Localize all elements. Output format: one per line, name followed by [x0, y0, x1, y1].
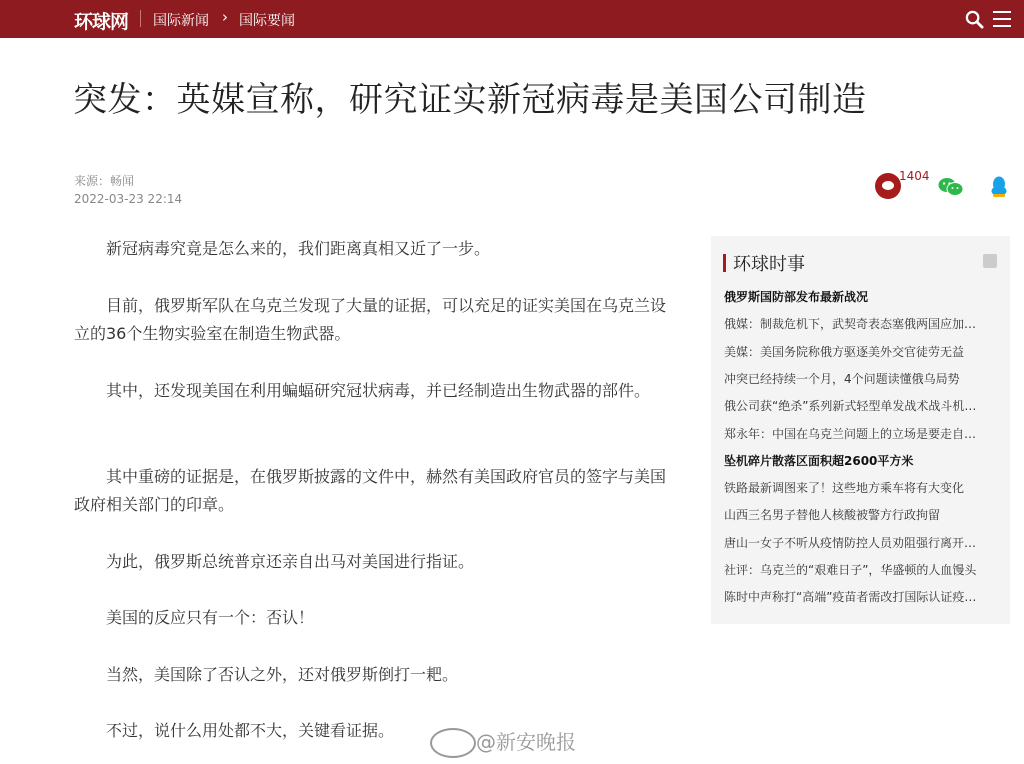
article-paragraph: 当然，美国除了否认之外，还对俄罗斯倒打一耙。: [106, 665, 459, 684]
sidebar-news-item[interactable]: 坠机碎片散落区面积超2600平方米: [724, 453, 914, 468]
site-logo[interactable]: 环球网: [74, 11, 129, 33]
watermark-text: @新安晚报: [476, 730, 576, 754]
sidebar-news-item[interactable]: 美媒：美国务院称俄方驱逐美外交官徒劳无益: [724, 344, 965, 359]
article-paragraph: 其中重磅的证据是，在俄罗斯披露的文件中，赫然有美国政府官员的签字与美国政府相关部门的印章。: [74, 467, 667, 514]
article-paragraph: 不过，说什么用处都不大，关键看证据。: [106, 721, 395, 740]
sidebar-news-item[interactable]: 冲突已经持续一个月，4个问题读懂俄乌局势: [724, 371, 960, 386]
article-paragraph: 其中，还发现美国在利用蝙蝠研究冠状病毒，并已经制造出生物武器的部件。: [106, 381, 651, 400]
sidebar-news-item[interactable]: 俄罗斯国防部发布最新战况: [724, 290, 869, 304]
article-paragraph: 新冠病毒究竟是怎么来的，我们距离真相又近了一步。: [106, 239, 491, 258]
breadcrumb-item-international-news[interactable]: 国际新闻: [153, 13, 209, 29]
menu-icon[interactable]: [993, 11, 1011, 27]
sidebar-news-item[interactable]: 俄公司获“绝杀”系列新式轻型单发战术战斗机…: [724, 399, 977, 414]
article-paragraph: 目前，俄罗斯军队在乌克兰发现了大量的证据，可以充足的证实美国在乌克兰设立的36个生物实验室在制造生物武器。: [74, 296, 667, 343]
chevron-right-icon: ›: [222, 8, 228, 26]
article-source: 来源：畅闻: [74, 174, 135, 188]
article-paragraph: 为此，俄罗斯总统普京还亲自出马对美国进行指证。: [106, 552, 475, 571]
sidebar-news-item[interactable]: 郑永年：中国在乌克兰问题上的立场是要走自…: [724, 426, 977, 441]
article-paragraph: 美国的反应只有一个：否认！: [106, 608, 315, 627]
nav-divider: [140, 10, 141, 27]
sidebar-news-item[interactable]: 唐山一女子不听从疫情防控人员劝阻强行离开…: [724, 535, 977, 550]
comment-count[interactable]: 1404: [899, 169, 930, 183]
article-title: 突发：英媒宣称，研究证实新冠病毒是美国公司制造: [73, 80, 867, 120]
sidebar-news-item[interactable]: 陈时中声称打“高端”疫苗者需改打国际认证疫…: [724, 590, 977, 605]
comment-icon[interactable]: [875, 173, 901, 199]
qq-share-icon[interactable]: [990, 176, 1008, 198]
sidebar-news-item[interactable]: 山西三名男子替他人核酸被警方行政拘留: [724, 508, 941, 523]
sidebar-title: 环球时事: [733, 254, 805, 275]
sidebar-news-item[interactable]: 铁路最新调图来了！这些地方乘车将有大变化: [724, 481, 965, 496]
top-nav-bar: [0, 0, 1024, 38]
wechat-share-icon[interactable]: [938, 177, 964, 197]
sidebar-news-item[interactable]: 俄媒：制裁危机下，武契奇表态塞俄两国应加…: [724, 317, 977, 332]
sidebar-news-item[interactable]: 社评：乌克兰的“艰难日子”，华盛顿的人血馒头: [724, 563, 977, 577]
more-icon[interactable]: [983, 254, 997, 268]
search-icon[interactable]: [965, 10, 984, 29]
breadcrumb-item-international-headlines[interactable]: 国际要闻: [239, 13, 295, 29]
sidebar-accent-bar: [723, 254, 726, 272]
article-datetime: 2022-03-23 22:14: [74, 192, 183, 206]
news-sidebar: [711, 236, 1010, 624]
weibo-logo-icon: [430, 728, 476, 758]
